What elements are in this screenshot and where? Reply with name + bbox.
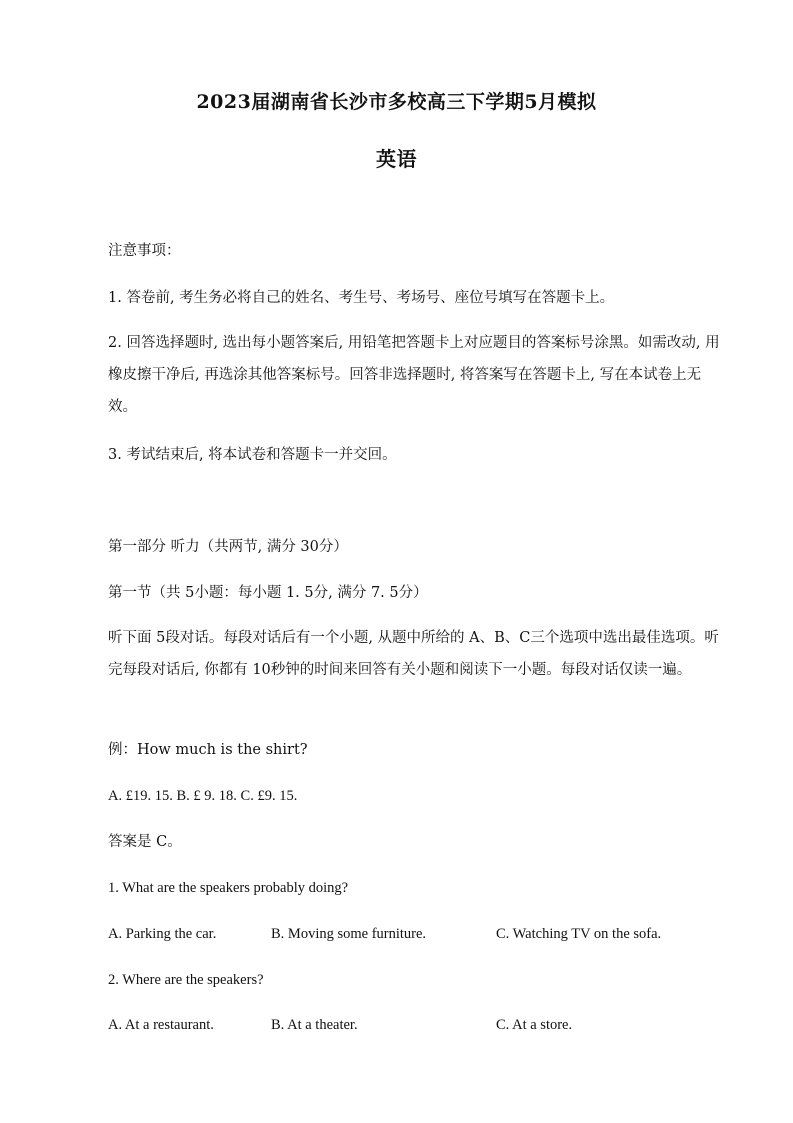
question-1-stem: 1. What are the speakers probably doing? xyxy=(108,880,349,896)
notice-item-3: 3. 考试结束后, 将本试卷和答题卡一并交回。 xyxy=(108,447,397,463)
question-1-option-a: A. Parking the car. xyxy=(108,926,217,942)
notice-item-2: 2. 回答选择题时, 选出每小题答案后, 用铅笔把答题卡上对应题目的答案标号涂黑。如需改动, 用橡皮擦干净后, 再选涂其他答案标号。回答非选择题时, 将答案写在答题卡上, 写在本试卷上无效。 xyxy=(108,335,720,415)
question-2-stem: 2. Where are the speakers? xyxy=(108,972,264,988)
example-options: A. £19. 15. B. £ 9. 18. C. £9. 15. xyxy=(108,788,298,804)
question-1-option-b: B. Moving some furniture. xyxy=(271,926,427,942)
notice-heading: 注意事项： xyxy=(108,243,181,259)
exam-title: 2023届湖南省长沙市多校高三下学期5月模拟 xyxy=(196,91,597,113)
subject-title: 英语 xyxy=(376,147,417,171)
question-2-option-a: A. At a restaurant. xyxy=(108,1017,214,1033)
question-2-option-b: B. At a theater. xyxy=(271,1017,358,1033)
notice-item-1: 1. 答卷前, 考生务必将自己的姓名、考生号、考场号、座位号填写在答题卡上。 xyxy=(108,290,615,306)
question-1-option-c: C. Watching TV on the sofa. xyxy=(496,926,662,942)
question-2-option-c: C. At a store. xyxy=(496,1017,573,1033)
section1-heading: 第一节（共 5小题：每小题 1. 5分, 满分 7. 5分） xyxy=(108,585,428,601)
example-question: 例：How much is the shirt? xyxy=(108,742,308,758)
part1-heading: 第一部分 听力（共两节, 满分 30分） xyxy=(108,539,348,555)
listening-instructions: 听下面 5段对话。每段对话后有一个小题, 从题中所给的 A、B、C三个选项中选出最佳选项。听完每段对话后, 你都有 10秒钟的时间来回答有关小题和阅读下一小题。每段对话仅读一遍。 xyxy=(108,630,719,678)
example-answer: 答案是 C。 xyxy=(108,834,182,850)
